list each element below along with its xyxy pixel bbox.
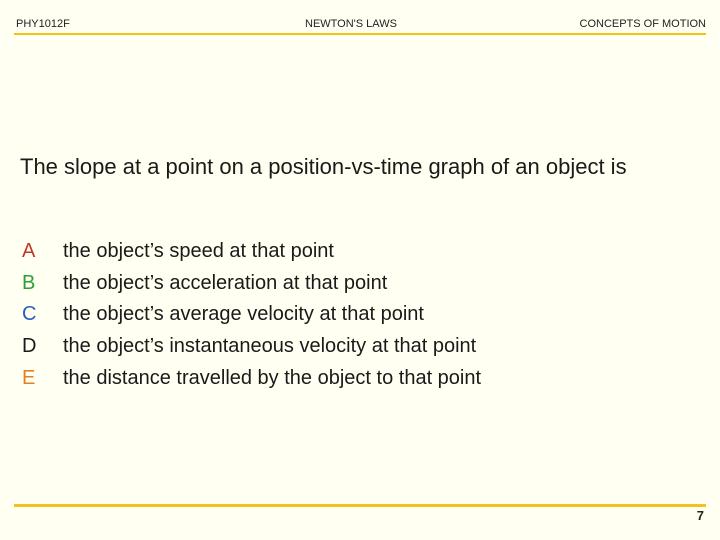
option-text: the object’s acceleration at that point xyxy=(63,271,388,294)
option-text: the object’s speed at that point xyxy=(63,240,334,262)
option-letter: D xyxy=(22,335,37,358)
option-letter: C xyxy=(22,303,37,326)
course-code: PHY1012F xyxy=(16,18,70,30)
chapter-title: CONCEPTS OF MOTION xyxy=(579,18,706,30)
option-letter: E xyxy=(22,366,36,389)
option-text: the distance travelled by the object to that point xyxy=(63,366,482,389)
footer-divider xyxy=(14,504,706,507)
option-text: the object’s average velocity at that point xyxy=(63,303,424,326)
option-letter: A xyxy=(22,240,36,262)
section-title: NEWTON'S LAWS xyxy=(305,18,397,30)
question-text: The slope at a point on a position-vs-time graph of an object is xyxy=(20,154,627,179)
option-letter: B xyxy=(22,271,36,294)
option-text: the object’s instantaneous velocity at that point xyxy=(63,335,477,358)
page-number: 7 xyxy=(696,508,704,523)
header-divider xyxy=(14,33,706,35)
